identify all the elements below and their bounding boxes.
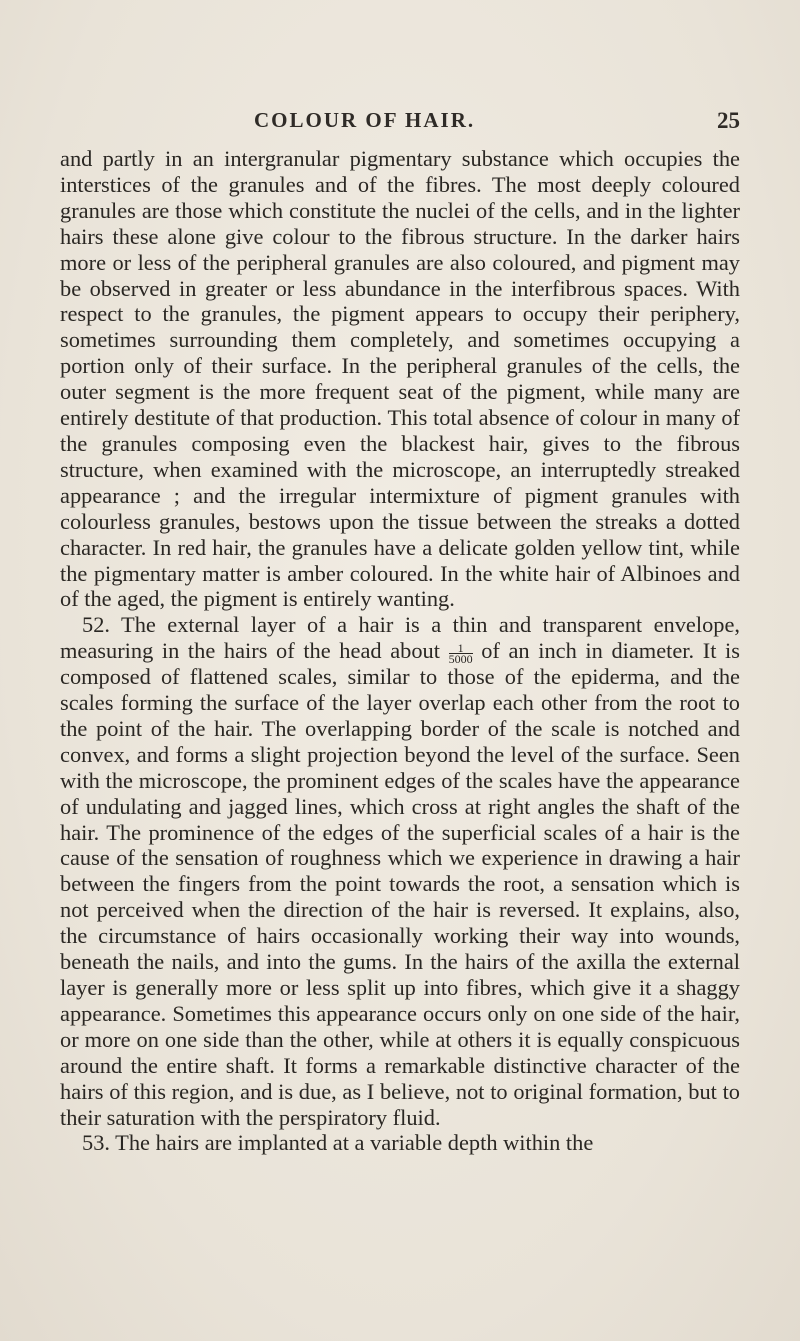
paragraph-53: 53. The hairs are implanted at a variable depth within the: [82, 1130, 594, 1156]
running-head: [0, 108, 800, 138]
fraction-numerator: 1: [449, 643, 473, 654]
running-title: COLOUR OF HAIR.: [254, 108, 476, 132]
paragraph-continued: and partly in an intergranular pigmentary substance which occupies the interstices of the granules and of the fibres. The most deeply coloured granules are those which constitute the nuclei of the cells, and in the lighter hairs these alone give colour to the fibrous structure. In the darker hairs more or less of the peripheral granules are also coloured, and pigment may be observed in greater or less abundance in the interfibrous spaces. With respect to the granules, the pigment appears to occupy their periphery, sometimes surrounding them completely, and sometimes occupying a portion only of their surface. In the peripheral granules of the cells, the outer segment is the more frequent seat of the pigment, while many are entirely destitute of that production. This total absence of colour in many of the granules composing even the blackest hair, gives to the fibrous structure, when examined with the microscope, an interruptedly streaked appearance ; and the irregular intermixture of pigment granules with colourless granules, bestows upon the tissue between the streaks a dotted character. In red hair, the granules have a delicate golden yellow tint, while the pigmentary matter is amber coloured. In the white hair of Albinoes and of the aged, the pigment is entirely wanting.: [60, 146, 740, 612]
page-number: 25: [717, 108, 740, 133]
paragraph-52: [60, 612, 740, 1130]
body-text: [60, 146, 740, 1156]
fraction-denominator: 5000: [448, 651, 473, 666]
paragraph-52-text-end: of an inch in diameter. It is composed of flattened scales, similar to those of the epiderma, and the scales forming the surface of the layer overlap each other from the root to the point of the hair. The overlapping border of the scale is notched and convex, and forms a slight projection beyond the level of the surface. Seen with the microscope, the prominent edges of the scales have the appearance of undulating and jagged lines, which cross at right angles the shaft of the hair. The prominence of the edges of the superficial scales of a hair is the cause of the sensation of roughness which we experience in drawing a hair between the fingers from the point towards the root, a sensation which is not perceived when the direction of the hair is reversed. It explains, also, the circumstance of hairs occasionally working their way into wounds, beneath the nails, and into the gums. In the hairs of the axilla the external layer is generally more or less split up into fibres, which give it a shaggy appearance. Sometimes this appearance occurs only on one side of the hair, or more on one side than the other, while at others it is equally conspicuous around the entire shaft. It forms a remarkable distinctive character of the hairs of this region, and is due, as I believe, not to original formation, but to their saturation with the perspiratory fluid.: [60, 638, 740, 1130]
paragraph-52-text-start: 52. The external layer of a hair is a thin and transparent envelope, measuring in the hairs of the head about: [60, 612, 740, 664]
fraction: [448, 640, 473, 666]
